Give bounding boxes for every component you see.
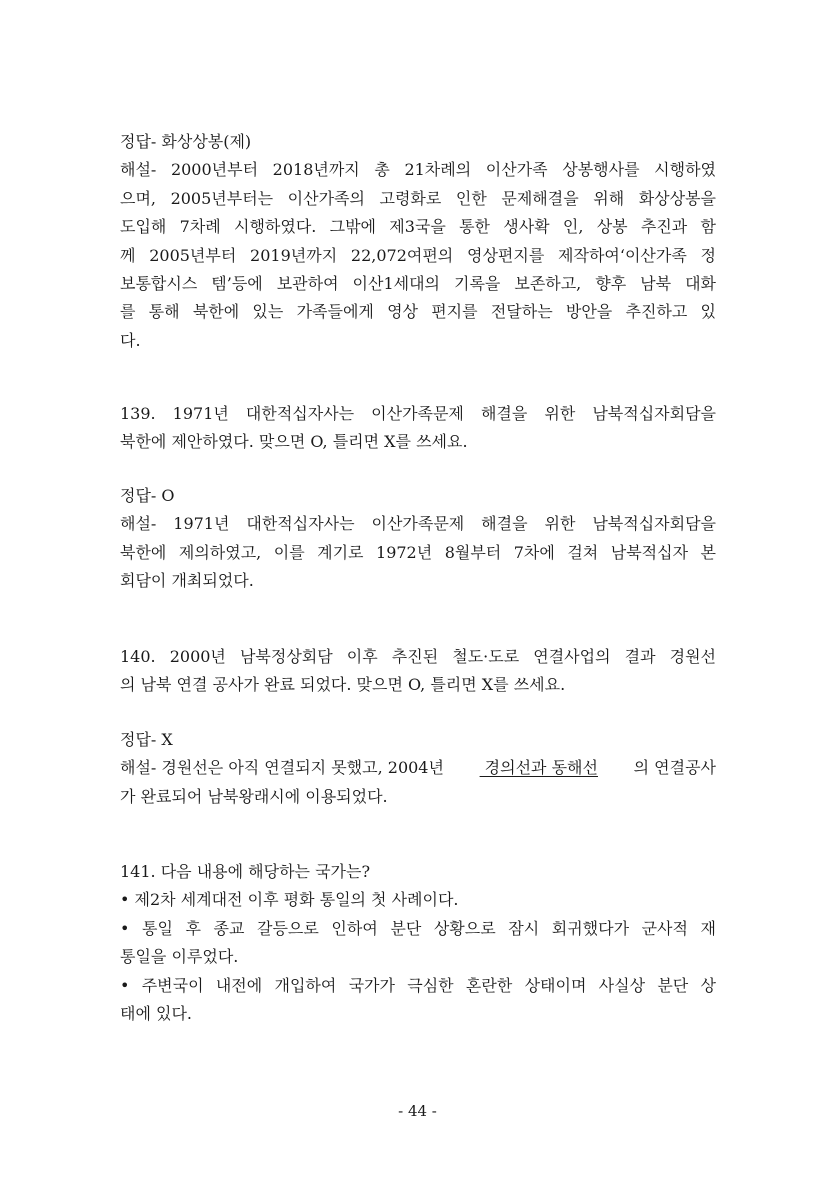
q140-question-line: 의 남북 연결 공사가 완료 되었다. 맞으면 O, 틀리면 X를 쓰세요. xyxy=(120,675,566,695)
q138-explanation-line: 보통합시스 템’등에 보관하여 이산1세대의 기록을 보존하고, 향후 남북 대화 xyxy=(120,274,716,294)
q141-bullet-continuation: 통일을 이루었다. xyxy=(120,947,239,967)
q139-question xyxy=(120,400,716,457)
q140-explanation-part: 해설- 경원선은 아직 연결되지 못했고, 2004년 xyxy=(120,758,444,778)
q138-explanation-line: 를 통해 북한에 있는 가족들에게 영상 편지를 전달하는 방안을 추진하고 있 xyxy=(120,302,716,322)
page-number: - 44 - xyxy=(398,1102,437,1120)
q139-explanation-line: 회담이 개최되었다. xyxy=(120,571,254,591)
q138-explanation-line: 해설- 2000년부터 2018년까지 총 21차례의 이산가족 상봉행사를 시행하였 xyxy=(120,160,716,180)
q138-explanation-line: 도입해 7차례 시행하였다. 그밖에 제3국을 통한 생사확 인, 상봉 추진과 함 xyxy=(120,217,716,237)
q140-underlined-text: 경의선과 동해선 xyxy=(479,758,598,778)
q140-explanation-line: 가 완료되어 남북왕래시에 이용되었다. xyxy=(120,786,388,806)
q138-section xyxy=(120,128,716,355)
q140-answer: 정답- X xyxy=(120,730,173,749)
q139-question-line: 139. 1971년 대한적십자사는 이산가족문제 해결을 위한 남북적십자회담을 xyxy=(120,404,716,423)
q141-section xyxy=(120,858,716,1028)
q141-question: 141. 다음 내용에 해당하는 국가는? xyxy=(120,862,371,881)
q141-bullet: • 제2차 세계대전 이후 평화 통일의 첫 사례이다. xyxy=(120,890,459,910)
q139-answer: 정답- O xyxy=(120,486,175,505)
q138-explanation-line: 으며, 2005년부터는 이산가족의 고령화로 인한 문제해결을 위해 화상상봉을 xyxy=(120,188,716,208)
q139-question-line: 북한에 제안하였다. 맞으면 O, 틀리면 X를 쓰세요. xyxy=(120,432,468,452)
q139-explanation-line: 북한에 제의하였고, 이를 계기로 1972년 8월부터 7차에 걸쳐 남북적십자 본 xyxy=(120,542,716,562)
q139-answer-section xyxy=(120,482,716,596)
q141-bullet: • 주변국이 내전에 개입하여 국가가 극심한 혼란한 상태이며 사실상 분단 상 xyxy=(120,975,716,995)
q138-answer: 정답- 화상상봉(제) xyxy=(120,132,252,151)
q140-answer-section xyxy=(120,726,716,811)
q138-explanation-line: 다. xyxy=(120,330,141,350)
q140-question-line: 140. 2000년 남북정상회담 이후 추진된 철도·도로 연결사업의 결과 경원선 xyxy=(120,647,716,666)
q140-explanation-line xyxy=(120,754,716,782)
q139-explanation-line: 해설- 1971년 대한적십자사는 이산가족문제 해결을 위한 남북적십자회담을 xyxy=(120,514,716,534)
q140-explanation-part: 의 연결공사 xyxy=(633,758,716,778)
q138-explanation-line: 께 2005년부터 2019년까지 22,072여편의 영상편지를 제작하여‘이산가족 정 xyxy=(120,245,716,265)
q140-question xyxy=(120,643,716,700)
q141-bullet: • 통일 후 종교 갈등으로 인하여 분단 상황으로 잠시 회귀했다가 군사적 재 xyxy=(120,918,716,938)
q141-bullet-continuation: 태에 있다. xyxy=(120,1004,192,1024)
